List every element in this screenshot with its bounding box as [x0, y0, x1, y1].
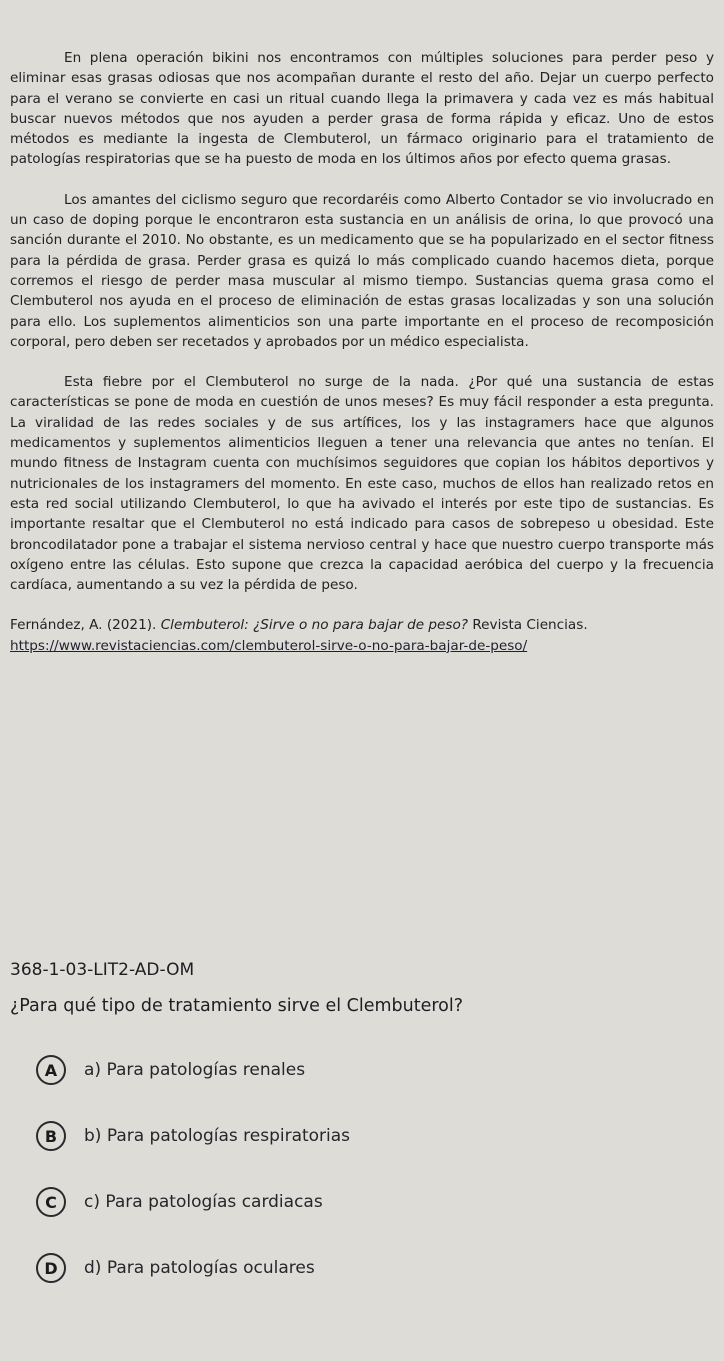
reference-source: Revista Ciencias. [472, 617, 588, 634]
option-d-text[interactable]: d) Para patologías oculares [84, 1258, 315, 1278]
reference-author: Fernández, A. (2021). [10, 617, 157, 634]
reading-passage [10, 48, 714, 676]
reference [10, 615, 714, 656]
option-b-text[interactable]: b) Para patologías respiratorias [84, 1126, 351, 1146]
question-block [10, 958, 714, 1318]
option-a-text[interactable]: a) Para patologías renales [84, 1060, 306, 1080]
reference-title: Clembuterol: ¿Sirve o no para bajar de peso? [160, 617, 469, 634]
answer-options [10, 1054, 714, 1284]
option-c-text[interactable]: c) Para patologías cardiacas [84, 1192, 323, 1212]
option-b-letter[interactable]: B [36, 1121, 66, 1151]
option-d-letter[interactable]: D [36, 1253, 66, 1283]
question-text: ¿Para qué tipo de tratamiento sirve el Clembuterol? [10, 996, 464, 1016]
option-b[interactable] [36, 1120, 714, 1152]
option-d[interactable] [36, 1252, 714, 1284]
question-id: 368-1-03-LIT2-AD-OM [10, 960, 195, 980]
reference-url[interactable]: https://www.revistaciencias.com/clembuterol-sirve-o-no-para-bajar-de-peso/ [10, 637, 528, 654]
option-c-letter[interactable]: C [36, 1187, 66, 1217]
paragraph-2: Los amantes del ciclismo seguro que recordaréis como Alberto Contador se vio involucrado en un caso de doping porque le encontraron esta sustancia en un análisis de orina, lo que provocó una sanción durante el 2010. No obstante, es un medicamento que se ha popularizado en el sector fitness para la pérdida de grasa. Perder grasa es quizá lo más complicado cuando hacemos dieta, porque corremos el riesgo de perder masa muscular al mismo tiempo. Sustancias quema grasa como el Clembuterol nos ayuda en el proceso de eliminación de estas grasas localizadas y son una solución para ello. Los suplementos alimenticios son una parte importante en el proceso de recomposición corporal, pero deben ser recetados y aprobados por un médico especialista. [10, 191, 714, 350]
option-a[interactable] [36, 1054, 714, 1086]
option-a-letter[interactable]: A [36, 1055, 66, 1085]
paragraph-3: Esta fiebre por el Clembuterol no surge de la nada. ¿Por qué una sustancia de estas características se pone de moda en cuestión de unos meses? Es muy fácil responder a esta pregunta. La viralidad de las redes sociales y de sus artífices, los y las instagramers hace que algunos medicamentos y suplementos alimenticios lleguen a tener una relevancia que antes no tenían. El mundo fitness de Instagram cuenta con muchísimos seguidores que copian los hábitos deportivos y nutricionales de los instagramers del momento. En este caso, muchos de ellos han realizado retos en esta red social utilizando Clembuterol, lo que ha avivado el interés por este tipo de sustancias. Es importante resaltar que el Clembuterol no está indicado para casos de sobrepeso u obesidad. Este broncodilatador pone a trabajar el sistema nervioso central y hace que nuestro cuerpo transporte más oxígeno entre las células. Esto supone que crezca la capacidad aeróbica del cuerpo y la frecuencia cardíaca, aumentando a su vez la pérdida de peso. [10, 374, 714, 594]
paragraph-1: En plena operación bikini nos encontramos con múltiples soluciones para perder peso y eliminar esas grasas odiosas que nos acompañan durante el resto del año. Dejar un cuerpo perfecto para el verano se convierte en casi un ritual cuando llega la primavera y cada vez es más habitual buscar nuevos métodos que nos ayuden a perder grasa de forma rápida y eficaz. Uno de estos métodos es mediante la ingesta de Clembuterol, un fármaco originario para el tratamiento de patologías respiratorias que se ha puesto de moda en los últimos años por efecto quema grasas. [10, 50, 714, 168]
option-c[interactable] [36, 1186, 714, 1218]
